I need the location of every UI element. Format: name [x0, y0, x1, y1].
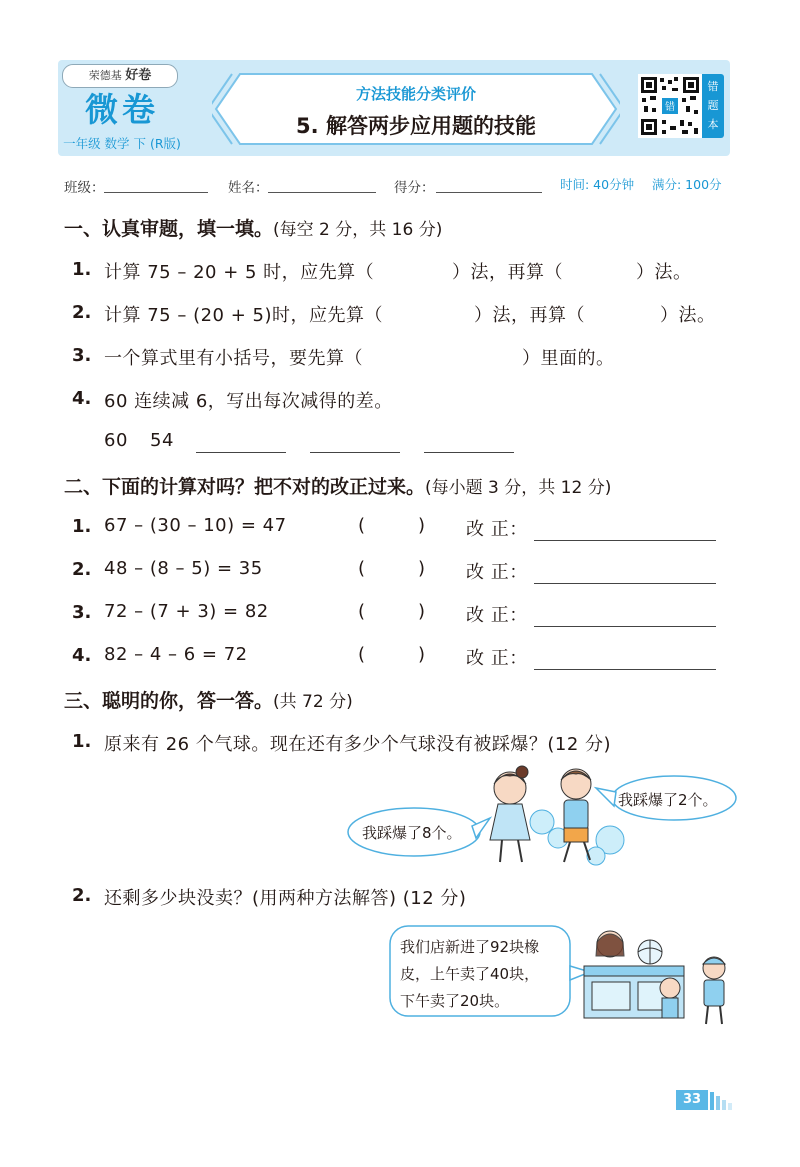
series-title: 微卷 — [85, 90, 159, 129]
bubble-line: 我们店新进了92块橡 — [400, 938, 540, 956]
answer-blank[interactable] — [196, 452, 286, 453]
fix-label: 改 正： — [466, 562, 528, 583]
score-label: 得分： — [394, 180, 435, 196]
mistake-book-tab[interactable] — [702, 74, 724, 138]
paren-open: ( — [358, 601, 366, 622]
page-title: 5. 解答两步应用题的技能 — [296, 114, 536, 138]
section-1-heading — [64, 214, 442, 241]
question-number: 4. — [72, 388, 92, 409]
bubble-line: 下午卖了20块。 — [400, 992, 510, 1010]
paren-open: ( — [358, 644, 366, 665]
section-3-heading — [64, 686, 353, 713]
question-number: 3. — [72, 602, 92, 623]
paren-close: ) — [418, 601, 426, 622]
question-text: 计算 75 – 20 + 5 时，应先算（ — [104, 262, 375, 283]
question-text: 一个算式里有小括号，要先算（ — [104, 348, 363, 369]
section-title: 二、下面的计算对吗？把不对的改正过来。 — [64, 476, 426, 498]
class-label: 班级： — [64, 180, 105, 196]
paren-close: ) — [418, 558, 426, 579]
fix-label: 改 正： — [466, 519, 528, 540]
equation: 67 – (30 – 10) = 47 — [104, 515, 287, 536]
section-2-heading — [64, 472, 611, 499]
grade-label: 一年级 数学 下 (R版) — [63, 136, 181, 151]
equation: 48 – (8 – 5) = 35 — [104, 558, 263, 579]
question-text: 计算 75 – (20 + 5)时，应先算（ — [104, 305, 383, 326]
brand-logo: 好卷 — [125, 68, 152, 83]
question-text: ）里面的。 — [522, 348, 615, 369]
question-number: 1. — [72, 516, 92, 537]
qr-center-label: 错 — [665, 102, 675, 113]
correction-blank[interactable] — [534, 669, 716, 670]
name-field[interactable] — [268, 192, 376, 193]
question-text: ）法。 — [636, 262, 692, 283]
balloon-illustration — [344, 762, 744, 872]
speech-bubble-shop — [400, 934, 539, 1015]
correction-blank[interactable] — [534, 626, 716, 627]
page-number: 33 — [676, 1090, 708, 1110]
question-number: 2. — [72, 302, 92, 323]
section-points: (共 72 分) — [273, 692, 353, 712]
equation: 82 – 4 – 6 = 72 — [104, 644, 248, 665]
section-title: 三、聪明的你，答一答。 — [64, 690, 274, 712]
question-number: 1. — [72, 259, 92, 280]
question-text: 还剩多少块没卖？(用两种方法解答) (12 分) — [104, 888, 467, 909]
section-points: (每空 2 分，共 16 分) — [273, 220, 443, 240]
qr-tab-char: 错 — [707, 80, 719, 93]
question-text: ）法，再算（ — [452, 262, 563, 283]
question-text: ）法，再算（ — [474, 305, 585, 326]
section-title: 一、认真审题，填一填。 — [64, 218, 274, 240]
question-number: 1. — [72, 731, 92, 752]
page-number-bars-icon — [710, 1092, 740, 1110]
speech-bubble-left: 我踩爆了8个。 — [362, 824, 462, 842]
paren-close: ) — [418, 515, 426, 536]
qr-tab-char: 本 — [707, 118, 719, 131]
name-label: 姓名： — [228, 180, 269, 196]
speech-bubble-right: 我踩爆了2个。 — [618, 791, 718, 809]
fix-label: 改 正： — [466, 648, 528, 669]
class-field[interactable] — [104, 192, 208, 193]
question-number: 2. — [72, 559, 92, 580]
question-text: ）法。 — [660, 305, 716, 326]
paren-close: ) — [418, 644, 426, 665]
question-text: 原来有 26 个气球。现在还有多少个气球没有被踩爆？(12 分) — [104, 734, 612, 755]
paren-open: ( — [358, 558, 366, 579]
answer-blank[interactable] — [310, 452, 400, 453]
question-text: 60 连续减 6，写出每次减得的差。 — [104, 391, 393, 412]
score-field[interactable] — [436, 192, 542, 193]
question-number: 4. — [72, 645, 92, 666]
time-limit: 时间: 40分钟 — [560, 177, 635, 192]
answer-blank[interactable] — [424, 452, 514, 453]
fix-label: 改 正： — [466, 605, 528, 626]
sequence-value: 54 — [150, 430, 174, 451]
correction-blank[interactable] — [534, 583, 716, 584]
equation: 72 – (7 + 3) = 82 — [104, 601, 269, 622]
qr-code-icon[interactable] — [638, 74, 702, 138]
sequence-value: 60 — [104, 430, 128, 451]
question-number: 3. — [72, 345, 92, 366]
full-score: 满分: 100分 — [652, 177, 722, 192]
correction-blank[interactable] — [534, 540, 716, 541]
brand-name: 荣德基 — [88, 69, 122, 82]
question-number: 2. — [72, 885, 92, 906]
section-points: (每小题 3 分，共 12 分) — [425, 478, 612, 498]
bubble-line: 皮，上午卖了40块， — [400, 965, 540, 983]
paren-open: ( — [358, 515, 366, 536]
category-label: 方法技能分类评价 — [355, 85, 476, 103]
qr-tab-char: 题 — [707, 99, 719, 112]
